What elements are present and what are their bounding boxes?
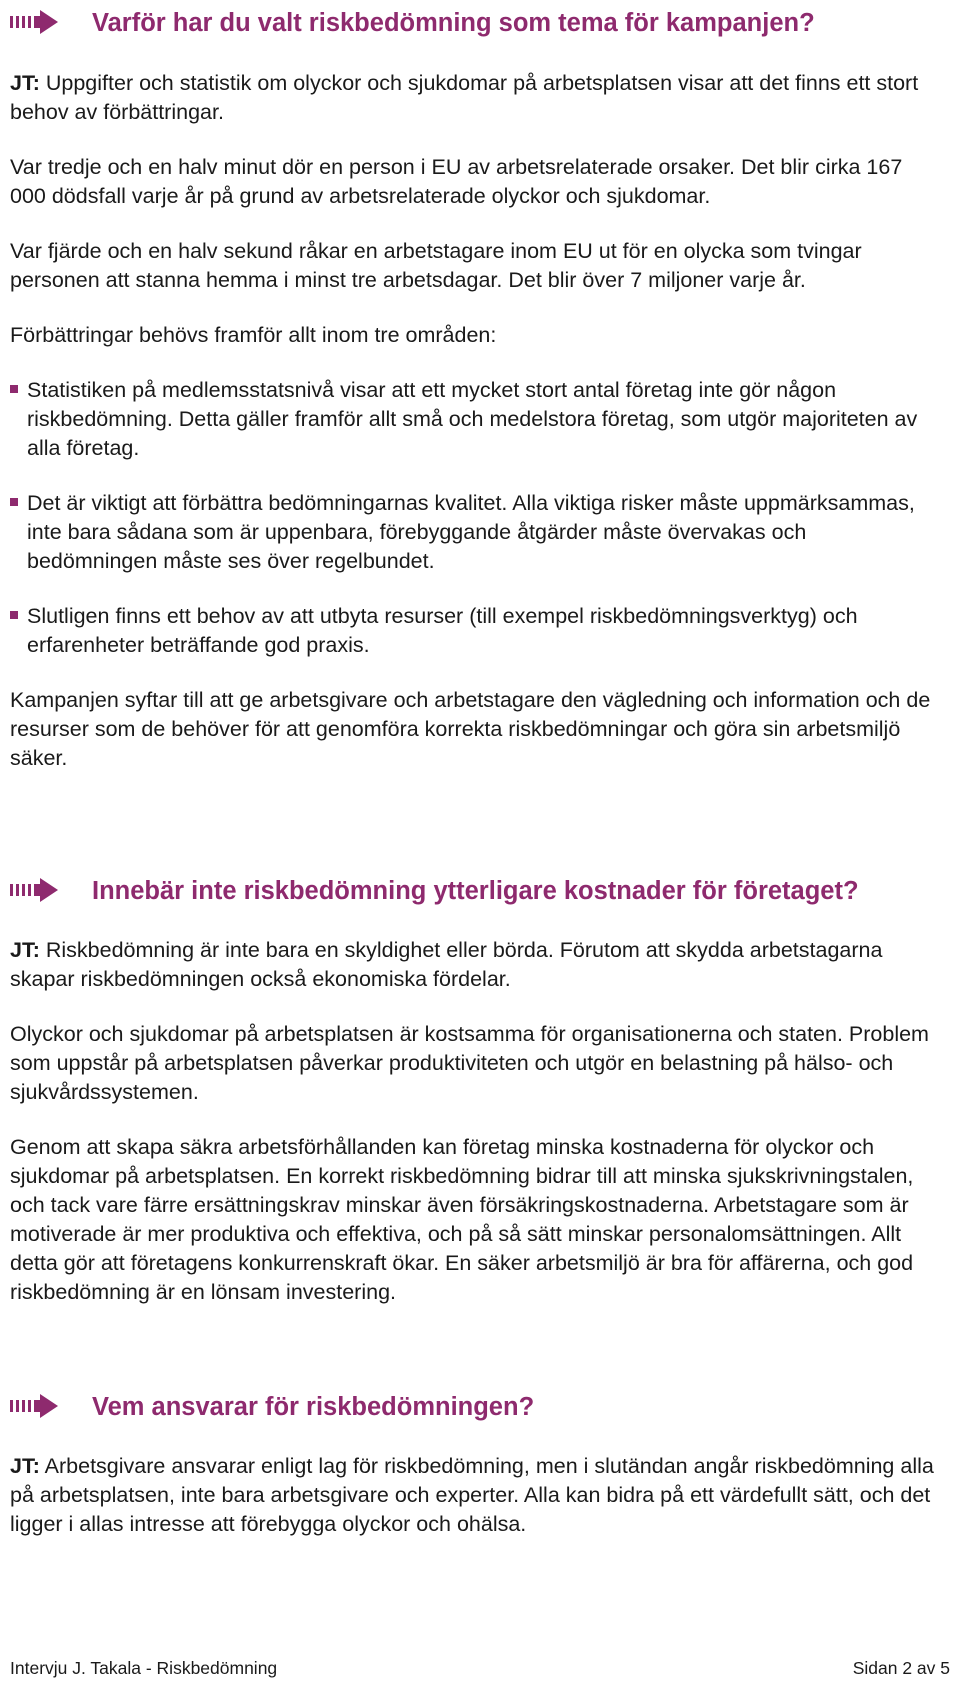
bullet-square-icon	[10, 385, 18, 393]
arrow-icon	[10, 1392, 60, 1420]
speaker-label: JT:	[10, 938, 40, 962]
arrow-icon	[10, 876, 60, 904]
bullet-square-icon	[10, 498, 18, 506]
paragraph-text: Uppgifter och statistik om olyckor och sjukdomar på arbetsplatsen visar att det finns ett stort behov av förbättringar.	[10, 71, 919, 124]
bullet-item	[10, 376, 940, 463]
footer-title: Intervju J. Takala - Riskbedömning	[10, 1658, 278, 1678]
speaker-label: JT:	[10, 1454, 40, 1478]
paragraph: Var tredje och en halv minut dör en person i EU av arbetsrelaterade orsaker. Det blir cirka 167 000 dödsfall varje år på grund av arbetsrelaterade olyckor och sjukdomar.	[10, 155, 903, 208]
paragraph: Olyckor och sjukdomar på arbetsplatsen är kostsamma för organisationerna och staten. Problem som uppstår på arbetsplatsen påverkar produktiviteten och utgör en belastning på hälso- och sjukvårdssystemen.	[10, 1022, 929, 1104]
section-heading	[10, 1390, 940, 1430]
bullet-item	[10, 602, 940, 660]
paragraph-text: Arbetsgivare ansvarar enligt lag för riskbedömning, men i slutändan angår riskbedömning alla på arbetsplatsen, inte bara arbetsgivare och experter. Alla kan bidra på ett värdefullt sätt, och det ligger i allas intresse att förebygga olyckor och ohälsa.	[10, 1454, 934, 1536]
bullet-square-icon	[10, 611, 18, 619]
section-responsibility	[10, 1390, 940, 1539]
bullet-item	[10, 489, 940, 576]
paragraph-text: Riskbedömning är inte bara en skyldighet eller börda. Förutom att skydda arbetstagarna skapar riskbedömningen också ekonomiska fördelar.	[10, 938, 883, 991]
heading-text: Innebär inte riskbedömning ytterligare kostnader för företaget?	[92, 877, 859, 905]
paragraph: Kampanjen syftar till att ge arbetsgivare och arbetstagare den vägledning och information och de resurser som de behöver för att genomföra korrekta riskbedömningar och göra sin arbetsmiljö säker.	[10, 688, 931, 770]
paragraph: Var fjärde och en halv sekund råkar en arbetstagare inom EU ut för en olycka som tvingar personen att stanna hemma i minst tre arbetsdagar. Det blir över 7 miljoner varje år.	[10, 239, 862, 292]
arrow-icon	[10, 8, 60, 36]
answer-paragraph	[10, 1452, 940, 1539]
section-costs	[10, 874, 940, 1307]
heading-text: Vem ansvarar för riskbedömningen?	[92, 1393, 535, 1421]
answer-paragraph	[10, 69, 940, 127]
bullet-text: Slutligen finns ett behov av att utbyta resurser (till exempel riskbedömningsverktyg) och erfarenheter beträffande god praxis.	[27, 604, 858, 657]
speaker-label: JT:	[10, 71, 40, 95]
paragraph: Genom att skapa säkra arbetsförhållanden kan företag minska kostnaderna för olyckor och sjukdomar på arbetsplatsen. En korrekt riskbedömning bidrar till att minska sjukskrivningstalen, och tack vare färre ersättningskrav minskar även försäkringskostnaderna. Arbetstagare som är motiverade är mer produktiva och effektiva, och på så sätt minskar personalomsättningen. Allt detta gör att företagens konkurrenskraft ökar. En säker arbetsmiljö är bra för affärerna, och god riskbedömning är en lönsam investering.	[10, 1135, 914, 1304]
bullet-text: Det är viktigt att förbättra bedömningarnas kvalitet. Alla viktiga risker måste uppmärksammas, inte bara sådana som är uppenbara, förebyggande åtgärder måste övervakas och bedömningen måste ses över regelbundet.	[27, 491, 915, 573]
section-why-theme	[10, 6, 940, 773]
bullet-text: Statistiken på medlemsstatsnivå visar att ett mycket stort antal företag inte gör någon riskbedömning. Detta gäller framför allt små och medelstora företag, som utgör majoriteten av alla företag.	[27, 378, 918, 460]
paragraph: Förbättringar behövs framför allt inom tre områden:	[10, 323, 497, 347]
section-heading	[10, 874, 940, 914]
heading-text: Varför har du valt riskbedömning som tema för kampanjen?	[92, 9, 815, 37]
section-heading	[10, 6, 940, 46]
answer-paragraph	[10, 936, 940, 994]
page-number: Sidan 2 av 5	[852, 1658, 950, 1678]
